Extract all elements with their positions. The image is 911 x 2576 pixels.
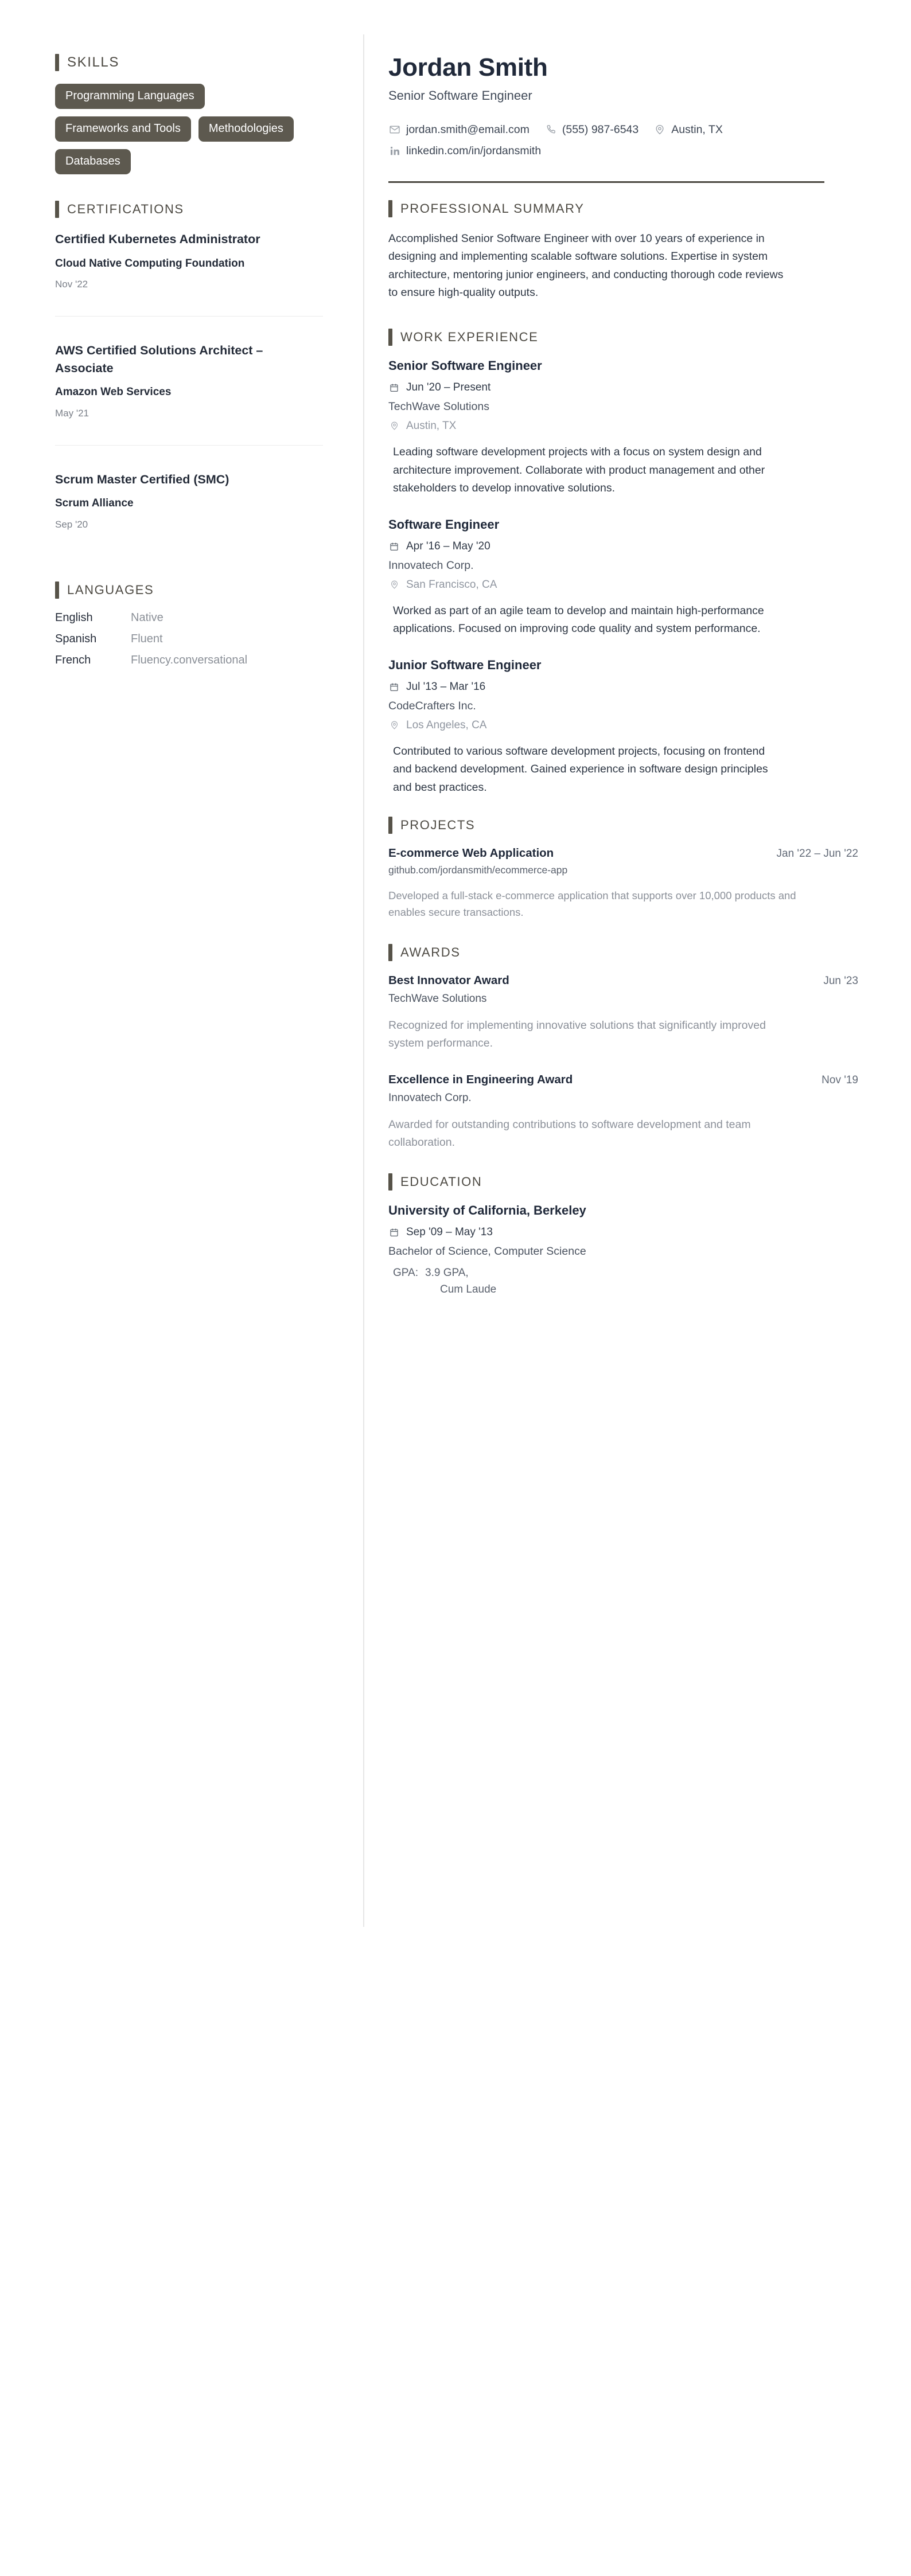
section-professional-summary bbox=[388, 200, 861, 302]
education-gpa-value bbox=[425, 1265, 496, 1298]
certification-item bbox=[55, 231, 323, 317]
experience-company: TechWave Solutions bbox=[388, 400, 489, 413]
award-header bbox=[388, 974, 861, 988]
certification-item bbox=[55, 342, 323, 446]
section-certifications bbox=[55, 201, 323, 556]
certifications-heading bbox=[55, 201, 323, 218]
work-experience-heading-label: WORK EXPERIENCE bbox=[400, 329, 539, 344]
experience-location-row bbox=[388, 420, 861, 432]
experience-dates-row bbox=[388, 681, 861, 693]
contact-phone[interactable] bbox=[544, 119, 639, 140]
contact-line-secondary bbox=[388, 140, 861, 162]
header-divider bbox=[388, 181, 824, 183]
summary-heading-label: PROFESSIONAL SUMMARY bbox=[400, 201, 585, 216]
contact-linkedin-value: linkedin.com/in/jordansmith bbox=[406, 144, 542, 157]
section-work-experience bbox=[388, 329, 861, 797]
skill-tag[interactable]: Frameworks and Tools bbox=[55, 116, 191, 142]
phone-icon bbox=[544, 123, 557, 136]
section-education bbox=[388, 1173, 861, 1298]
projects-heading bbox=[388, 817, 861, 834]
education-gpa-row bbox=[388, 1265, 861, 1298]
contact-line-primary bbox=[388, 119, 861, 140]
certification-name: AWS Certified Solutions Architect – Associate bbox=[55, 344, 263, 375]
skills-heading-label: SKILLS bbox=[67, 54, 119, 70]
education-dates-row bbox=[388, 1226, 861, 1239]
award-organization: Innovatech Corp. bbox=[388, 1092, 472, 1104]
project-name: E-commerce Web Application bbox=[388, 846, 554, 860]
language-item bbox=[55, 611, 323, 625]
certification-name: Scrum Master Certified (SMC) bbox=[55, 472, 229, 486]
main-content bbox=[363, 34, 911, 1927]
language-name: English bbox=[55, 611, 93, 625]
education-gpa-label: GPA: bbox=[393, 1267, 418, 1279]
linkedin-icon bbox=[388, 145, 401, 157]
certification-date: Sep '20 bbox=[55, 519, 88, 530]
experience-description: Contributed to various software development projects, focusing on frontend and backend development. Gained experience in software design principles and best practices. bbox=[393, 744, 768, 794]
project-header bbox=[388, 846, 861, 860]
awards-heading-label: AWARDS bbox=[400, 944, 461, 959]
resume-header bbox=[388, 54, 861, 183]
languages-heading-label: LANGUAGES bbox=[67, 583, 154, 598]
experience-location-row bbox=[388, 719, 861, 732]
certification-list bbox=[55, 231, 323, 556]
experience-title: Junior Software Engineer bbox=[388, 657, 542, 672]
experience-title: Software Engineer bbox=[388, 517, 500, 532]
projects-heading-label: PROJECTS bbox=[400, 817, 476, 832]
experience-item bbox=[388, 517, 861, 638]
accent-bar-icon bbox=[388, 817, 392, 834]
skills-tag-list bbox=[55, 84, 323, 174]
certification-date: Nov '22 bbox=[55, 279, 88, 290]
summary-heading bbox=[388, 200, 861, 217]
certification-issuer: Scrum Alliance bbox=[55, 497, 134, 510]
certification-issuer: Cloud Native Computing Foundation bbox=[55, 257, 245, 270]
award-header bbox=[388, 1073, 861, 1087]
section-languages bbox=[55, 581, 323, 667]
education-heading-label: EDUCATION bbox=[400, 1174, 482, 1189]
experience-location: Austin, TX bbox=[406, 419, 457, 432]
award-name: Excellence in Engineering Award bbox=[388, 1073, 573, 1087]
experience-dates: Apr '16 – May '20 bbox=[406, 540, 490, 552]
project-dates: Jan '22 – Jun '22 bbox=[776, 847, 858, 860]
calendar-icon bbox=[388, 382, 400, 393]
contact-location-value: Austin, TX bbox=[671, 123, 723, 136]
language-list bbox=[55, 611, 323, 667]
experience-company: CodeCrafters Inc. bbox=[388, 699, 476, 712]
accent-bar-icon bbox=[55, 54, 59, 71]
section-awards bbox=[388, 944, 861, 1152]
location-icon bbox=[653, 123, 666, 136]
project-description: Developed a full-stack e-commerce application that supports over 10,000 products and enables secure transactions. bbox=[388, 889, 796, 919]
contact-block bbox=[388, 119, 861, 162]
accent-bar-icon bbox=[388, 1173, 392, 1191]
location-icon bbox=[388, 579, 400, 591]
language-name: Spanish bbox=[55, 633, 97, 646]
accent-bar-icon bbox=[55, 581, 59, 599]
location-icon bbox=[388, 720, 400, 731]
award-item bbox=[388, 1073, 861, 1152]
award-description: Awarded for outstanding contributions to software development and team collaboration. bbox=[388, 1118, 751, 1149]
experience-description: Leading software development projects with a focus on system design and architecture improvement. Collaborate with product management and other stakeholders to develop innovative solutions. bbox=[393, 445, 765, 495]
contact-location bbox=[653, 119, 723, 140]
experience-dates-row bbox=[388, 540, 861, 553]
project-url[interactable]: github.com/jordansmith/ecommerce-app bbox=[388, 864, 568, 876]
language-level: Fluent bbox=[131, 633, 163, 646]
experience-location: Los Angeles, CA bbox=[406, 719, 487, 731]
section-projects bbox=[388, 817, 861, 921]
skill-tag[interactable]: Methodologies bbox=[198, 116, 294, 142]
accent-bar-icon bbox=[388, 329, 392, 346]
education-school: University of California, Berkeley bbox=[388, 1203, 586, 1218]
award-date: Jun '23 bbox=[823, 974, 858, 987]
contact-phone-value: (555) 987-6543 bbox=[562, 123, 639, 136]
certifications-heading-label: CERTIFICATIONS bbox=[67, 202, 184, 216]
education-gpa-line2: Cum Laude bbox=[440, 1283, 497, 1295]
language-name: French bbox=[55, 654, 91, 667]
experience-item bbox=[388, 658, 861, 797]
accent-bar-icon bbox=[55, 201, 59, 218]
experience-company: Innovatech Corp. bbox=[388, 559, 474, 572]
skills-heading bbox=[55, 54, 323, 71]
certification-issuer: Amazon Web Services bbox=[55, 386, 172, 399]
summary-text: Accomplished Senior Software Engineer with over 10 years of experience in designing and implementing scalable software solutions. Expertise in system architecture, mentoring junior engineers, and conducting thorough code reviews to ensure high-quality outputs. bbox=[388, 232, 784, 299]
certification-date: May '21 bbox=[55, 407, 89, 419]
language-item bbox=[55, 633, 323, 646]
skill-tag[interactable]: Databases bbox=[55, 149, 131, 174]
contact-linkedin[interactable] bbox=[388, 140, 541, 162]
language-item bbox=[55, 654, 323, 667]
experience-location: San Francisco, CA bbox=[406, 578, 497, 591]
email-icon bbox=[388, 123, 401, 136]
calendar-icon bbox=[388, 541, 400, 552]
skill-tag[interactable]: Programming Languages bbox=[55, 84, 205, 109]
certification-name: Certified Kubernetes Administrator bbox=[55, 232, 260, 246]
award-name: Best Innovator Award bbox=[388, 973, 509, 987]
award-description: Recognized for implementing innovative solutions that significantly improved system performance. bbox=[388, 1018, 766, 1049]
education-item bbox=[388, 1203, 861, 1298]
experience-dates-row bbox=[388, 381, 861, 394]
language-level: Native bbox=[131, 611, 163, 625]
education-gpa-line1: 3.9 GPA, bbox=[425, 1267, 469, 1279]
experience-description: Worked as part of an agile team to develop and maintain high-performance applications. Focused on improving code quality and system performance. bbox=[393, 604, 764, 635]
accent-bar-icon bbox=[388, 200, 392, 217]
experience-dates: Jun '20 – Present bbox=[406, 381, 491, 393]
education-degree: Bachelor of Science, Computer Science bbox=[388, 1245, 586, 1258]
award-date: Nov '19 bbox=[822, 1074, 858, 1087]
calendar-icon bbox=[388, 1227, 400, 1238]
experience-location-row bbox=[388, 579, 861, 591]
location-icon bbox=[388, 420, 400, 432]
contact-email[interactable] bbox=[388, 119, 530, 140]
accent-bar-icon bbox=[388, 944, 392, 961]
experience-title: Senior Software Engineer bbox=[388, 358, 542, 373]
award-organization: TechWave Solutions bbox=[388, 992, 487, 1005]
education-dates: Sep '09 – May '13 bbox=[406, 1226, 493, 1239]
project-item bbox=[388, 846, 861, 921]
award-item bbox=[388, 974, 861, 1052]
contact-email-value: jordan.smith@email.com bbox=[406, 123, 530, 136]
education-heading bbox=[388, 1173, 861, 1191]
certification-item bbox=[55, 471, 323, 556]
work-experience-heading bbox=[388, 329, 861, 346]
header-job-title: Senior Software Engineer bbox=[388, 88, 532, 103]
section-skills bbox=[55, 54, 323, 174]
sidebar bbox=[0, 34, 363, 691]
experience-dates: Jul '13 – Mar '16 bbox=[406, 680, 486, 693]
language-level: Fluency.conversational bbox=[131, 654, 248, 667]
languages-heading bbox=[55, 581, 323, 599]
awards-heading bbox=[388, 944, 861, 961]
page-title: Jordan Smith bbox=[388, 53, 548, 81]
calendar-icon bbox=[388, 681, 400, 693]
experience-item bbox=[388, 358, 861, 498]
